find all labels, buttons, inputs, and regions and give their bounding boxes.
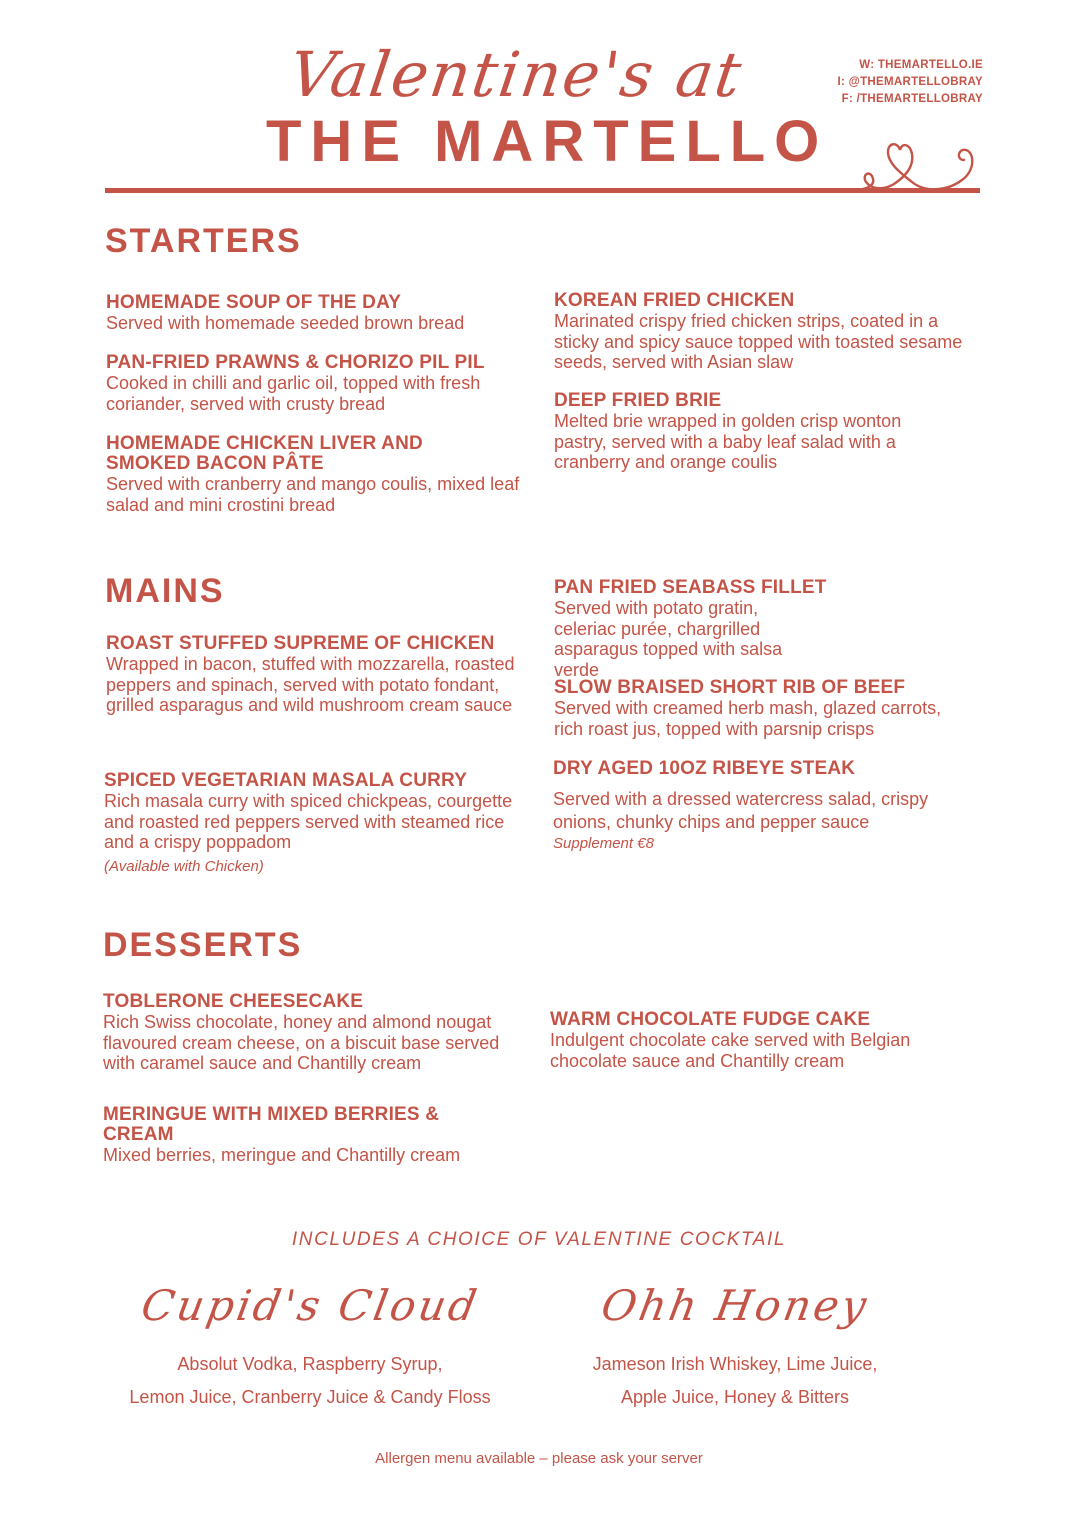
item-description: Mixed berries, meringue and Chantilly cream — [103, 1145, 461, 1165]
item-name: SLOW BRAISED SHORT RIB OF BEEF — [554, 677, 906, 698]
item-name: PAN-FRIED PRAWNS & CHORIZO PIL PIL — [106, 352, 485, 373]
item-description: Served with creamed herb mash, glazed carrots, rich roast jus, topped with parsnip crisps — [554, 698, 942, 739]
item-name: ROAST STUFFED SUPREME OF CHICKEN — [106, 633, 495, 654]
cocktail-name: Ohh Honey — [597, 1281, 873, 1330]
menu-item — [104, 771, 514, 877]
allergen-note: Allergen menu available – please ask your server — [375, 1450, 703, 1467]
menu-item — [554, 291, 964, 373]
item-description: Rich Swiss chocolate, honey and almond nougat flavoured cream cheese, on a biscuit base served with caramel sauce and Chantilly cream — [103, 1012, 500, 1073]
item-description: Served with potato gratin, celeriac purée, chargrilled asparagus topped with salsa verde — [554, 598, 783, 680]
website-link[interactable]: W: THEMARTELLO.IE — [859, 59, 983, 71]
item-description: Wrapped in bacon, stuffed with mozzarella, roasted peppers and spinach, served with potato fondant, grilled asparagus and wild mushroom cream sauce — [106, 654, 515, 715]
script-title: Valentine's at — [284, 38, 748, 111]
item-description: Served with cranberry and mango coulis, mixed leaf salad and mini crostini bread — [106, 474, 520, 515]
ingredients-line: Absolut Vodka, Raspberry Syrup, — [177, 1354, 443, 1374]
menu-item — [554, 678, 974, 739]
menu-item — [550, 1010, 970, 1071]
contact-info — [837, 57, 983, 108]
menu-item — [106, 433, 520, 515]
cocktail-heading: INCLUDES A CHOICE OF VALENTINE COCKTAIL — [291, 1229, 787, 1250]
item-name: HOMEMADE SOUP OF THE DAY — [106, 292, 402, 313]
cocktail-item — [90, 1276, 530, 1414]
item-name: WARM CHOCOLATE FUDGE CAKE — [550, 1009, 871, 1030]
cocktail-ingredients — [515, 1348, 955, 1414]
item-name: TOBLERONE CHEESECAKE — [103, 991, 364, 1012]
cocktail-item — [515, 1276, 955, 1414]
facebook-link[interactable]: F: /THEMARTELLOBRAY — [841, 93, 983, 105]
item-note: Supplement €8 — [553, 835, 654, 852]
ingredients-line: Apple Juice, Honey & Bitters — [620, 1387, 850, 1407]
item-name: MERINGUE WITH MIXED BERRIES & CREAM — [103, 1104, 440, 1145]
menu-item — [106, 353, 536, 414]
heart-swirl-icon — [850, 132, 985, 194]
item-description: Served with a dressed watercress salad, crispy onions, chunky chips and pepper sauce — [553, 789, 929, 832]
menu-item — [103, 992, 533, 1074]
menu-item — [554, 391, 954, 473]
item-description: Indulgent chocolate cake served with Belgian chocolate sauce and Chantilly cream — [550, 1030, 911, 1071]
menu-item — [553, 759, 963, 854]
item-description: Marinated crispy fried chicken strips, coated in a sticky and spicy sauce topped with toasted sesame seeds, served with Asian slaw — [554, 311, 963, 372]
item-description: Melted brie wrapped in golden crisp wonton pastry, served with a baby leaf salad with a cranberry and orange coulis — [554, 411, 902, 472]
menu-item — [106, 634, 531, 716]
item-name: SPICED VEGETARIAN MASALA CURRY — [104, 770, 468, 791]
item-name: DRY AGED 10OZ RIBEYE STEAK — [553, 758, 856, 779]
ingredients-line: Jameson Irish Whiskey, Lime Juice, — [592, 1354, 878, 1374]
restaurant-name: THE MARTELLO — [266, 109, 829, 174]
item-description: Served with homemade seeded brown bread — [106, 313, 465, 333]
item-name: KOREAN FRIED CHICKEN — [554, 290, 795, 311]
mains-heading: MAINS — [105, 572, 225, 610]
instagram-link[interactable]: I: @THEMARTELLOBRAY — [837, 76, 983, 88]
item-name: PAN FRIED SEABASS FILLET — [554, 577, 827, 598]
header-divider — [105, 188, 980, 193]
cocktail-name: Cupid's Cloud — [137, 1281, 483, 1330]
menu-item — [554, 578, 924, 680]
item-note: (Available with Chicken) — [104, 857, 264, 875]
menu-item — [106, 293, 536, 334]
desserts-heading: DESSERTS — [103, 926, 303, 964]
item-description: Cooked in chilli and garlic oil, topped with fresh coriander, served with crusty bread — [106, 373, 481, 414]
starters-heading: STARTERS — [105, 222, 302, 260]
cocktail-ingredients — [90, 1348, 530, 1414]
item-name: DEEP FRIED BRIE — [554, 390, 722, 411]
menu-item — [103, 1105, 503, 1166]
ingredients-line: Lemon Juice, Cranberry Juice & Candy Floss — [129, 1387, 491, 1407]
item-description: Rich masala curry with spiced chickpeas, courgette and roasted red peppers served with steamed rice and a crispy poppadom — [104, 791, 513, 852]
item-name: HOMEMADE CHICKEN LIVER AND SMOKED BACON PÂTE — [106, 433, 423, 474]
